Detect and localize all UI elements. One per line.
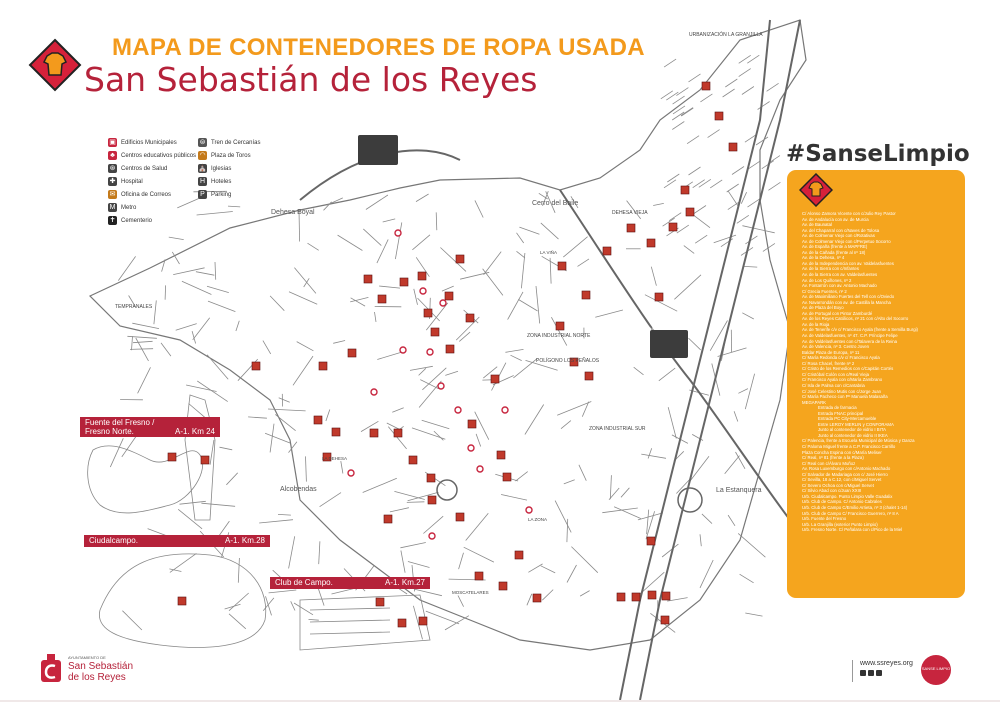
place-la-vina: LA VIÑA xyxy=(540,250,558,255)
container-list-item: Junto al contenedor de vidrio II IKEA xyxy=(818,432,888,438)
school-marker[interactable] xyxy=(477,466,483,472)
street xyxy=(228,206,240,207)
container-marker[interactable] xyxy=(314,416,322,424)
school-icon: ♣ xyxy=(108,151,117,160)
instagram-icon[interactable] xyxy=(876,670,882,676)
container-list-item: Av. de la Sierra con c/Infantes xyxy=(802,266,859,272)
street xyxy=(294,603,313,615)
logo-line2: de los Reyes xyxy=(68,672,126,683)
container-marker[interactable] xyxy=(378,295,386,303)
inset-fresno-title: Fuente del Fresno / xyxy=(85,418,155,427)
logo-line1: San Sebastián xyxy=(68,661,134,672)
container-marker[interactable] xyxy=(427,474,435,482)
container-list-item: Entrada PC City-Mercamueble xyxy=(818,416,877,422)
street xyxy=(270,424,274,453)
container-list-item: C/ Real con c/Álvaro Muñoz xyxy=(802,460,856,466)
street xyxy=(226,473,237,485)
street xyxy=(178,509,202,529)
street xyxy=(169,237,184,240)
containers-list xyxy=(802,211,962,533)
container-list-item: Baldar Plaza de Europa, nº 11 xyxy=(802,349,860,355)
container-list-item: Entrada de farmacia xyxy=(818,405,857,411)
legend-label: Tren de Cercanías xyxy=(211,139,261,146)
sanse-limpio-seal xyxy=(921,655,951,685)
cemetery-icon: ✝ xyxy=(109,217,116,224)
street xyxy=(768,182,780,190)
container-list-item: Urb. Club de Campo C/Emilio Arrieta, nº 3 (chalet 1-14) xyxy=(802,504,908,510)
container-list-item: C/ Alonso Zamora Vicente con c/Julio Rey Pastor xyxy=(802,211,896,216)
container-marker[interactable] xyxy=(431,328,439,336)
container-marker[interactable] xyxy=(201,456,209,464)
container-list-item: Entre LEROY MERLIN y CONFORAMA xyxy=(818,421,894,427)
legend-item xyxy=(198,177,231,186)
container-list-item: C/ Salvador de Madariaga con c/ José Hierro xyxy=(802,471,888,477)
container-list-item: Urb. La Granjilla (exterior Punto Limpio) xyxy=(802,521,878,527)
legend-label: Parking xyxy=(211,191,232,198)
container-marker[interactable] xyxy=(617,593,625,601)
container-list-item: Av. de la Dehesa, nº 4 xyxy=(802,255,845,261)
container-list-item: MEGAPARK xyxy=(802,399,827,405)
place-la-zona: LA ZONA xyxy=(528,517,548,522)
hashtag-label: #SanseLimpio xyxy=(786,141,970,167)
shirt-icon xyxy=(28,38,82,92)
container-marker[interactable] xyxy=(533,594,541,602)
container-list-item: Av. de la Sierra con av. Valdelasfuentes xyxy=(802,272,878,278)
container-marker[interactable] xyxy=(702,82,710,90)
shirt-icon xyxy=(799,173,833,207)
street xyxy=(666,92,678,100)
container-list-item: Av. de Maximiliano Fuertes del Tell con c/Oviedo xyxy=(802,294,895,300)
inset-club-title: Club de Campo. xyxy=(275,578,333,587)
street xyxy=(138,367,151,393)
legend-label: Edificios Municipales xyxy=(121,139,177,146)
legend-item xyxy=(108,177,143,186)
school-marker[interactable] xyxy=(395,230,401,236)
street xyxy=(229,614,246,629)
place-alcobendas: Alcobendas xyxy=(280,486,317,493)
street xyxy=(133,341,153,342)
street xyxy=(689,74,701,82)
container-marker[interactable] xyxy=(603,247,611,255)
municipal-building-icon: ▣ xyxy=(109,139,116,146)
legend-item xyxy=(108,138,177,147)
social-icons xyxy=(860,670,882,676)
container-marker[interactable] xyxy=(418,272,426,280)
place-urbanizacion: URBANIZACIÓN LA GRANJILLA xyxy=(689,32,763,38)
seal-text: SANSE LIMPIO xyxy=(921,666,951,671)
container-list-item: C/ Real, nº 81 (frente a la Plaza) xyxy=(802,455,864,461)
place-cerro-baile: Cerro del Baile xyxy=(532,200,579,207)
inset-ciudalcampo-title: Ciudalcampo. xyxy=(89,536,138,545)
container-list-item: Av. de Valencia, nº 3. Centro Joven xyxy=(802,344,870,350)
street xyxy=(229,593,249,611)
metro-icon: M xyxy=(109,204,116,211)
place-dehesa-vieja: DEHESA VIEJA xyxy=(612,210,648,216)
container-marker[interactable] xyxy=(456,255,464,263)
legend-label: Oficina de Correos xyxy=(121,191,172,198)
bullring-icon: ◠ xyxy=(199,152,206,159)
legend-label: Plaza de Toros xyxy=(211,152,251,159)
street xyxy=(661,91,673,99)
street xyxy=(740,574,754,583)
container-list-item: Urb. Club de Campo. C/ Antonio Cabrales xyxy=(802,499,882,505)
container-list-item: Av. de Andalucía con av. de Murcia xyxy=(802,216,869,222)
street xyxy=(745,613,762,616)
school-marker[interactable] xyxy=(468,445,474,451)
legend-label: Centros de Salud xyxy=(121,165,168,172)
legend-label: Centros educativos públicos xyxy=(121,152,197,159)
street xyxy=(186,385,217,392)
container-marker[interactable] xyxy=(409,456,417,464)
container-marker[interactable] xyxy=(376,598,384,606)
container-marker[interactable] xyxy=(332,428,340,436)
school-marker[interactable] xyxy=(427,349,433,355)
place-la-estanquera: La Estanquera xyxy=(716,487,762,494)
container-marker[interactable] xyxy=(681,186,689,194)
container-list-item: C/ María Pacheco con Pº Manuela Malasaña xyxy=(802,394,888,400)
container-list-item: C/ Silvio Abad con c/Juan XXIII xyxy=(802,488,862,494)
street xyxy=(110,438,123,467)
container-list-item: C/ Grecia Fuentes, nº 2 xyxy=(802,288,847,294)
street xyxy=(676,88,688,96)
container-list-item: C/ Cristóbal Colón con c/Real Vieja xyxy=(802,371,870,377)
container-list-item: Urb. Fresno Norte. C/ Peñalara con c/Pico de la Miel xyxy=(802,527,903,533)
container-marker[interactable] xyxy=(348,349,356,357)
street xyxy=(132,336,133,350)
container-list-item: Urb. Fuente del Fresno xyxy=(802,516,847,522)
container-marker[interactable] xyxy=(648,591,656,599)
legend-item xyxy=(108,190,171,199)
container-list-item: Plaza Concha Espina con c/María Meliser xyxy=(802,449,882,455)
containers-panel xyxy=(787,170,965,598)
school-marker[interactable] xyxy=(348,470,354,476)
legend-item xyxy=(108,216,152,225)
street xyxy=(161,343,171,356)
street xyxy=(664,59,676,67)
street xyxy=(197,381,227,402)
train-icon: ⊜ xyxy=(199,139,206,146)
container-list-item: C/ Isla de Palma con c/Cantabria xyxy=(802,382,865,388)
container-list-item: Junto al contenedor de vidrio I BITA xyxy=(818,427,886,433)
town-outline xyxy=(90,20,806,650)
container-list-item: Urb. Ciudalcampo. Punto Limpio Valle Guadalix xyxy=(802,493,893,499)
container-marker[interactable] xyxy=(499,582,507,590)
container-list-item: Av. de Los Quiñones, nº 2 xyxy=(802,277,852,283)
container-marker[interactable] xyxy=(647,537,655,545)
container-marker[interactable] xyxy=(661,616,669,624)
container-list-item: Av. de Tenerife c/v c/ Francisco Ayala (frente a Semilla Burgi) xyxy=(802,327,918,333)
street xyxy=(189,404,206,418)
legend-item xyxy=(198,151,251,160)
legend-item xyxy=(108,164,167,173)
inset-club xyxy=(300,595,430,650)
place-zona-sur: ZONA INDUSTRIAL SUR xyxy=(589,426,646,432)
container-list-item: C/ Palencia, frente a Escuela Municipal de Música y Danza xyxy=(802,438,915,444)
school-marker[interactable] xyxy=(400,347,406,353)
inset-ciudalcampo-km: A-1. Km.28 xyxy=(224,536,265,545)
container-marker[interactable] xyxy=(394,429,402,437)
container-marker[interactable] xyxy=(497,451,505,459)
container-list-item: C/ Cristo de los Remedios con c/Capitán Cortés xyxy=(802,366,894,372)
place-tempranales: TEMPRANALES xyxy=(115,304,153,310)
container-marker[interactable] xyxy=(419,617,427,625)
container-marker[interactable] xyxy=(424,309,432,317)
container-list-item: C/ José Celestino Mutis con c/Jorge Juan xyxy=(802,388,882,394)
container-marker[interactable] xyxy=(428,496,436,504)
twitter-icon[interactable] xyxy=(860,670,866,676)
container-marker[interactable] xyxy=(729,143,737,151)
legend-label: Metro xyxy=(121,204,137,211)
container-list-item: Av. de Colmenar Viejo con c/Perpetuo Socorro xyxy=(802,238,891,244)
school-marker[interactable] xyxy=(429,533,435,539)
container-list-item: Av. de Plaza del Boyo xyxy=(802,305,844,311)
church-icon: ⛪ xyxy=(198,165,207,172)
place-dehesa-boyal: Dehesa Boyal xyxy=(271,209,315,216)
street xyxy=(127,336,156,338)
divider xyxy=(852,660,853,682)
place-poligono: POLÍGONO LOS PEÑALOS xyxy=(536,358,600,364)
container-list-item: Av. Rosa Luxemburgo con c/Antonio Machado xyxy=(802,466,891,472)
inset-ciudalcampo-banner xyxy=(84,535,270,547)
container-marker[interactable] xyxy=(655,293,663,301)
container-marker[interactable] xyxy=(446,345,454,353)
street xyxy=(170,553,197,572)
container-list-item: Av. de España (frente a MAPFRE) xyxy=(802,244,868,250)
city-crest-icon xyxy=(40,654,62,684)
container-marker[interactable] xyxy=(503,473,511,481)
container-marker[interactable] xyxy=(445,292,453,300)
container-marker[interactable] xyxy=(168,453,176,461)
inset-fresno-km: A-1. Km 24 xyxy=(174,427,215,436)
page-title: MAPA DE CONTENEDORES DE ROPA USADA xyxy=(112,34,645,61)
container-list-item: Av. de Valdelasfuentes con c/Talavera de la Reina xyxy=(802,338,898,344)
facebook-icon[interactable] xyxy=(868,670,874,676)
container-list-item: Av. de la Rioja xyxy=(802,321,830,327)
inset-fresno-banner xyxy=(80,417,220,437)
container-marker[interactable] xyxy=(582,291,590,299)
legend-label: Cementerio xyxy=(121,217,153,224)
parking-icon: P xyxy=(198,190,207,199)
street xyxy=(259,520,293,523)
container-marker[interactable] xyxy=(475,572,483,580)
container-list-item: Av. Navarrondán con av. de Castilla la Mancha xyxy=(802,299,891,305)
container-marker[interactable] xyxy=(715,112,723,120)
legend-label: Hoteles xyxy=(211,178,232,185)
street xyxy=(309,619,319,620)
inset-club-km: A-1. Km.27 xyxy=(384,578,425,587)
school-marker[interactable] xyxy=(420,288,426,294)
post-office-icon: ✉ xyxy=(109,191,116,198)
place-moscatelares: MOSCATELARES xyxy=(452,590,489,595)
street xyxy=(225,604,241,609)
health-center-icon: ⊛ xyxy=(109,165,116,172)
container-list-item: C/ Sevilla, 18 a C.12, con c/Miguel Servet xyxy=(802,477,882,483)
container-list-item: C/ Francisco Ayala con c/María Zambrano xyxy=(802,377,883,383)
page-subtitle: San Sebastián de los Reyes xyxy=(84,60,538,99)
street xyxy=(289,536,295,568)
street xyxy=(265,433,290,443)
container-marker[interactable] xyxy=(398,619,406,627)
container-list-item: Av. de Portugal con Pintor Zamburdé xyxy=(802,310,873,316)
school-marker[interactable] xyxy=(526,507,532,513)
street xyxy=(738,533,765,557)
container-marker[interactable] xyxy=(364,275,372,283)
street xyxy=(201,503,235,506)
container-marker[interactable] xyxy=(627,224,635,232)
street xyxy=(266,596,272,615)
container-list-item: Av. Fontarrón con av. Antonio Machado xyxy=(802,283,877,289)
container-marker[interactable] xyxy=(384,515,392,523)
school-marker[interactable] xyxy=(440,300,446,306)
container-marker[interactable] xyxy=(468,420,476,428)
container-marker[interactable] xyxy=(662,592,670,600)
street xyxy=(248,417,267,418)
container-list-item: C/ Rosa Chacel, frente nº 2 xyxy=(802,360,855,366)
legend-item xyxy=(198,138,260,147)
street xyxy=(197,212,233,216)
street xyxy=(220,447,233,450)
container-marker[interactable] xyxy=(558,262,566,270)
container-marker[interactable] xyxy=(632,593,640,601)
container-marker[interactable] xyxy=(466,314,474,322)
container-marker[interactable] xyxy=(585,372,593,380)
school-marker[interactable] xyxy=(455,407,461,413)
legend-item xyxy=(108,151,196,160)
legend-item xyxy=(198,190,231,199)
inset-fresno xyxy=(88,395,215,520)
bottom-rule xyxy=(0,700,1000,702)
container-list-item: Av. de la Cañada (frente al nº 18) xyxy=(802,249,866,255)
container-marker[interactable] xyxy=(456,513,464,521)
school-marker[interactable] xyxy=(502,407,508,413)
container-marker[interactable] xyxy=(669,223,677,231)
street xyxy=(269,590,297,593)
container-marker[interactable] xyxy=(647,239,655,247)
legend-item xyxy=(198,164,231,173)
street xyxy=(238,558,239,583)
container-marker[interactable] xyxy=(515,551,523,559)
container-marker[interactable] xyxy=(178,597,186,605)
website-link[interactable]: www.ssreyes.org xyxy=(860,660,913,667)
legend-label: Hospital xyxy=(121,178,143,185)
legend-item xyxy=(108,203,136,212)
container-marker[interactable] xyxy=(370,429,378,437)
street xyxy=(291,601,295,610)
container-list-item: Av. del Chaparral con c/Naves de Tolosa xyxy=(802,227,880,233)
school-marker[interactable] xyxy=(438,383,444,389)
container-marker[interactable] xyxy=(491,375,499,383)
street xyxy=(122,611,141,630)
container-list-item: Av. de la Independencia con av. Valdelasfuentes xyxy=(802,260,894,266)
hotel-icon: H xyxy=(199,178,206,185)
container-list-item: Entrada FNAC principal xyxy=(818,410,864,416)
container-marker[interactable] xyxy=(319,362,327,370)
container-list-item: Urb. Club de Campo C/ Francisco Guerrero, nº 8 A xyxy=(802,510,899,516)
container-list-item: Av. de Baunatal xyxy=(802,222,832,228)
place-zona-norte: ZONA INDUSTRIAL NORTE xyxy=(527,333,591,339)
place-la-dehesa: LA DEHESA xyxy=(322,456,348,461)
container-list-item: C/ María Redonda c/v c/ Francisco Ayala xyxy=(802,355,880,361)
hospital-icon: ✚ xyxy=(109,178,116,185)
container-list-item: C/ Paloma Miguel frente a C.P. Francisco Carrillo xyxy=(802,443,896,449)
street xyxy=(278,514,291,515)
container-marker[interactable] xyxy=(400,278,408,286)
legend-label: Iglesias xyxy=(211,165,232,172)
street xyxy=(319,541,320,564)
inset-fresno-subtitle: Fresno Norte. xyxy=(85,427,134,436)
container-marker[interactable] xyxy=(252,362,260,370)
container-list-item: C/ Severo Ochoa con c/Miguel Servet xyxy=(802,482,874,488)
container-list-item: Av. de Colmenar Viejo con c/Rotativas xyxy=(802,233,875,239)
place-hospital: HOSPITAL INFANTA SOFÍA xyxy=(650,326,700,331)
container-list-item: Av. de los Reyes Católicos, nº 21 con c/Alto del Socorro xyxy=(802,316,909,322)
container-list-item: Av. de Valdelasfuentes, nº 47. C.P. Príncipe Felipe xyxy=(802,333,898,339)
inset-club-banner xyxy=(270,577,430,589)
school-marker[interactable] xyxy=(371,389,377,395)
street xyxy=(165,285,166,299)
container-marker[interactable] xyxy=(686,208,694,216)
container-marker[interactable] xyxy=(556,322,564,330)
ayuntamiento-label: AYUNTAMIENTO DE xyxy=(68,655,106,660)
